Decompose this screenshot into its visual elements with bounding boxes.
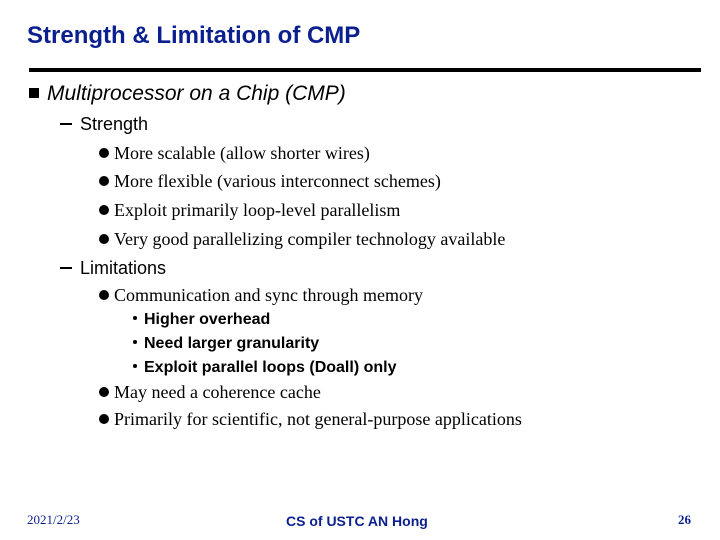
- limitation-item: [99, 409, 522, 430]
- strength-item-text: Exploit primarily loop-level parallelism: [114, 200, 401, 220]
- limitation-item-text: May need a coherence cache: [114, 382, 321, 402]
- strength-label: Strength: [80, 114, 149, 134]
- title-divider: [29, 68, 701, 72]
- heading-text: Multiprocessor on a Chip (CMP): [47, 82, 346, 105]
- strength-item: [99, 143, 370, 164]
- small-dot-bullet-icon: [133, 316, 137, 320]
- limitation-sub-item: [133, 359, 396, 377]
- small-dot-bullet-icon: [133, 340, 137, 344]
- limitation-sub-item-text: Higher overhead: [144, 311, 271, 328]
- limitation-item-text: Communication and sync through memory: [114, 285, 423, 305]
- limitation-item: [99, 285, 423, 306]
- strength-item: [99, 200, 400, 221]
- round-bullet-icon: [99, 414, 109, 424]
- limitation-item: [99, 382, 321, 403]
- limitation-item-text: Primarily for scientific, not general-purpose applications: [114, 409, 522, 429]
- round-bullet-icon: [99, 148, 109, 158]
- round-bullet-icon: [99, 290, 109, 300]
- footer-course: CS of USTC AN Hong: [286, 513, 428, 529]
- round-bullet-icon: [99, 387, 109, 397]
- heading-bullet: [29, 82, 346, 106]
- slide-title: Strength & Limitation of CMP: [27, 22, 361, 49]
- footer-date: 2021/2/23: [27, 512, 80, 527]
- strength-item-text: More flexible (various interconnect schemes): [114, 171, 441, 191]
- dash-bullet-icon: [60, 123, 72, 125]
- round-bullet-icon: [99, 234, 109, 244]
- strength-item: [99, 229, 505, 250]
- limitation-sub-item-text: Exploit parallel loops (Doall) only: [144, 359, 397, 376]
- strength-item: [99, 171, 441, 192]
- limitation-sub-item: [133, 311, 270, 329]
- limitations-label: Limitations: [80, 258, 167, 278]
- round-bullet-icon: [99, 205, 109, 215]
- round-bullet-icon: [99, 176, 109, 186]
- limitation-sub-item: [133, 335, 319, 353]
- strength-bullet: [60, 114, 148, 135]
- dash-bullet-icon: [60, 267, 72, 269]
- strength-item-text: More scalable (allow shorter wires): [114, 143, 370, 163]
- page-number: 26: [678, 512, 691, 527]
- square-bullet-icon: [29, 88, 39, 98]
- small-dot-bullet-icon: [133, 364, 137, 368]
- limitation-sub-item-text: Need larger granularity: [144, 335, 320, 352]
- strength-item-text: Very good parallelizing compiler technology available: [114, 229, 506, 249]
- limitations-bullet: [60, 258, 166, 279]
